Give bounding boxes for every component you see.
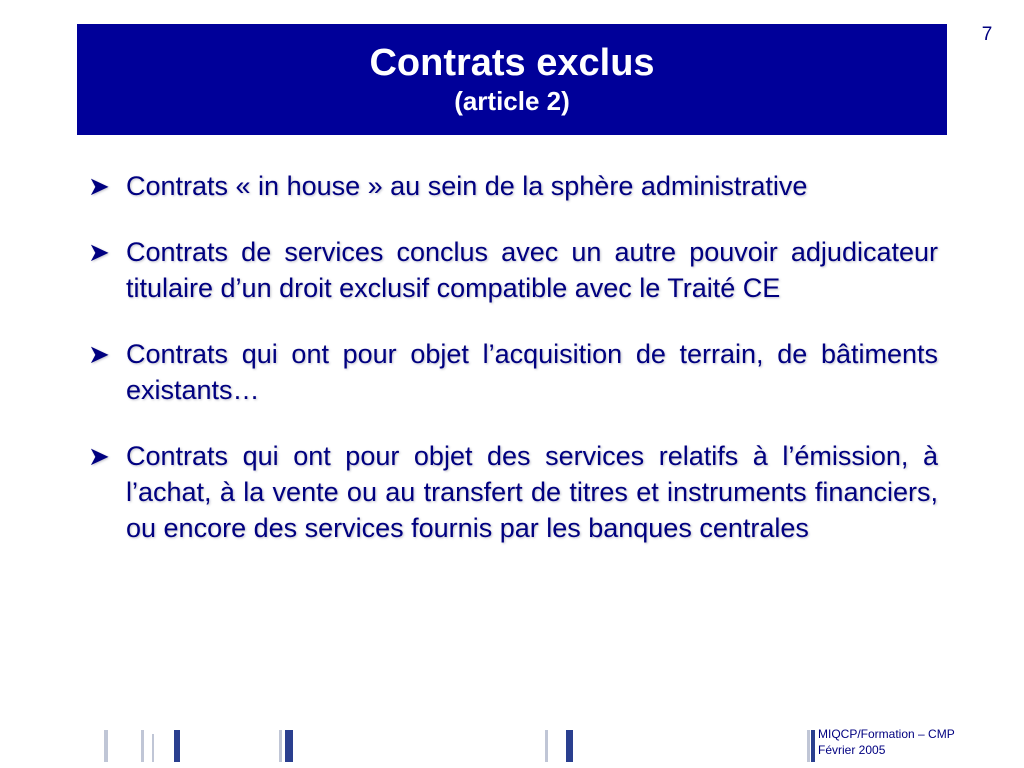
- bullet-list: [88, 168, 938, 576]
- footer-decoration-bar: [566, 730, 573, 762]
- bullet-text: Contrats de services conclus avec un autre pouvoir adjudicateur titulaire d’un droit exclusif compatible avec le Traité CE: [126, 237, 938, 303]
- footer-organization: MIQCP/Formation – CMP: [818, 727, 955, 741]
- footer-date: Février 2005: [818, 743, 886, 757]
- footer-decoration-bar: [104, 730, 108, 762]
- bullet-text: Contrats qui ont pour objet des services relatifs à l’émission, à l’achat, à la vente ou au transfert de titres et instruments financiers, ou encore des services fournis par les banques centrales: [126, 441, 938, 543]
- footer-decoration-bar: [141, 730, 144, 762]
- slide-subtitle: (article 2): [454, 86, 570, 116]
- slide-title: Contrats exclus: [369, 42, 655, 84]
- footer-decoration-bar: [285, 730, 293, 762]
- footer-decoration-bar: [807, 730, 810, 762]
- footer-decoration-bar: [152, 734, 154, 762]
- bullet-item: [88, 168, 938, 204]
- footer: [818, 726, 955, 758]
- bullet-item: [88, 438, 938, 546]
- footer-decoration-bar: [174, 730, 180, 762]
- arrow-bullet-icon: ➤: [88, 237, 110, 267]
- arrow-bullet-icon: ➤: [88, 339, 110, 369]
- bullet-item: [88, 234, 938, 306]
- footer-decoration-bar: [545, 730, 548, 762]
- bullet-item: [88, 336, 938, 408]
- title-banner: [77, 24, 947, 135]
- footer-decoration-bar: [811, 730, 815, 762]
- arrow-bullet-icon: ➤: [88, 441, 110, 471]
- footer-decoration-bar: [279, 730, 282, 762]
- slide-number: 7: [981, 24, 993, 45]
- bullet-text: Contrats qui ont pour objet l’acquisition de terrain, de bâtiments existants…: [126, 339, 938, 405]
- arrow-bullet-icon: ➤: [88, 171, 110, 201]
- bullet-text: Contrats « in house » au sein de la sphère administrative: [126, 171, 808, 201]
